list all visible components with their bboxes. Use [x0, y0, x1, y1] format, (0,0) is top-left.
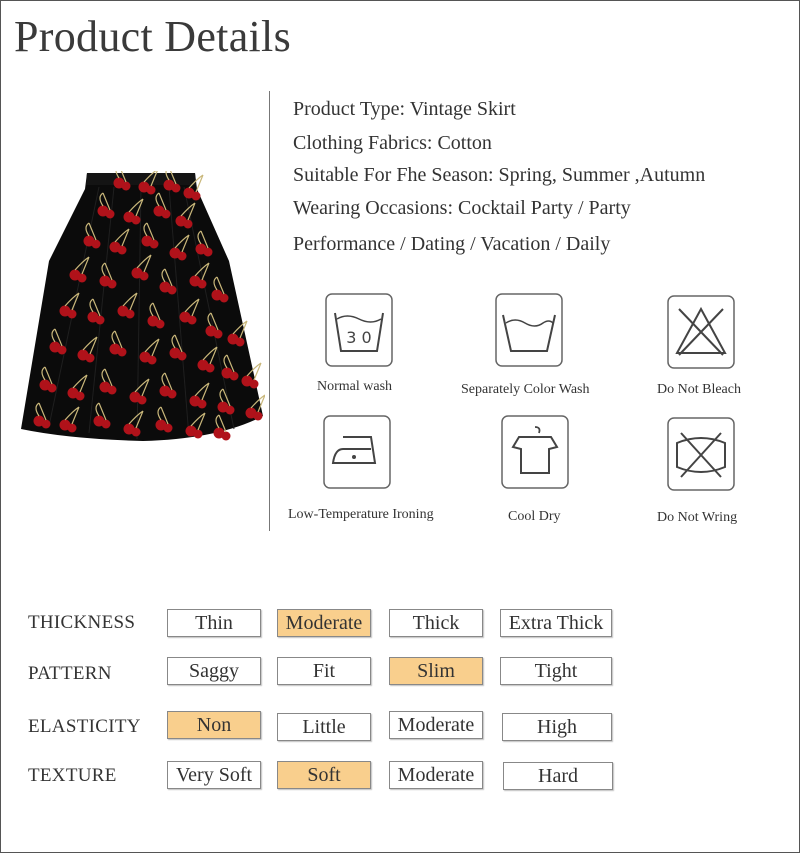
- pattern-option-fit: Fit: [277, 657, 371, 685]
- wash-30-icon: [325, 293, 393, 367]
- care-label-low-temperature-ironing: Low-Temperature Ironing: [288, 507, 434, 522]
- pattern-option-tight: Tight: [500, 657, 612, 685]
- spec-occasions-continued: Performance / Dating / Vacation / Daily: [293, 233, 611, 255]
- pattern-option-slim: Slim: [389, 657, 483, 685]
- divider-line: [269, 91, 270, 531]
- care-label-do-not-wring: Do Not Wring: [657, 510, 738, 525]
- texture-option-very-soft: Very Soft: [167, 761, 261, 789]
- wash-basin-icon: [495, 293, 563, 367]
- spec-season: Suitable For Fhe Season: Spring, Summer ,Autumn: [293, 164, 706, 186]
- page-title: Product Details: [14, 12, 292, 61]
- no-bleach-icon: [667, 295, 735, 369]
- care-label-cool-dry: Cool Dry: [508, 509, 561, 524]
- attr-label-texture: TEXTURE: [28, 765, 117, 786]
- thickness-option-moderate: Moderate: [277, 609, 371, 637]
- hanging-shirt-icon: [501, 415, 569, 489]
- svg-text:3 0: 3 0: [346, 328, 372, 347]
- skirt-product-image: [19, 171, 265, 451]
- attr-label-thickness: THICKNESS: [28, 612, 136, 633]
- texture-option-hard: Hard: [503, 762, 613, 790]
- iron-icon: [323, 415, 391, 489]
- pattern-option-saggy: Saggy: [167, 657, 261, 685]
- spec-fabric: Clothing Fabrics: Cotton: [293, 132, 492, 154]
- spec-product-type: Product Type: Vintage Skirt: [293, 98, 516, 120]
- thickness-option-thick: Thick: [389, 609, 483, 637]
- no-wring-icon: [667, 417, 735, 491]
- attr-label-pattern: PATTERN: [28, 663, 112, 684]
- elasticity-option-little: Little: [277, 713, 371, 741]
- spec-occasions: Wearing Occasions: Cocktail Party / Party: [293, 197, 631, 219]
- elasticity-option-high: High: [502, 713, 612, 741]
- elasticity-option-moderate: Moderate: [389, 711, 483, 739]
- care-label-do-not-bleach: Do Not Bleach: [657, 382, 741, 397]
- care-label-separately-color-wash: Separately Color Wash: [461, 382, 590, 397]
- texture-option-moderate: Moderate: [389, 761, 483, 789]
- texture-option-soft: Soft: [277, 761, 371, 789]
- thickness-option-extra-thick: Extra Thick: [500, 609, 612, 637]
- care-label-normal-wash: Normal wash: [317, 379, 393, 394]
- thickness-option-thin: Thin: [167, 609, 261, 637]
- elasticity-option-non: Non: [167, 711, 261, 739]
- attr-label-elasticity: ELASTICITY: [28, 716, 141, 737]
